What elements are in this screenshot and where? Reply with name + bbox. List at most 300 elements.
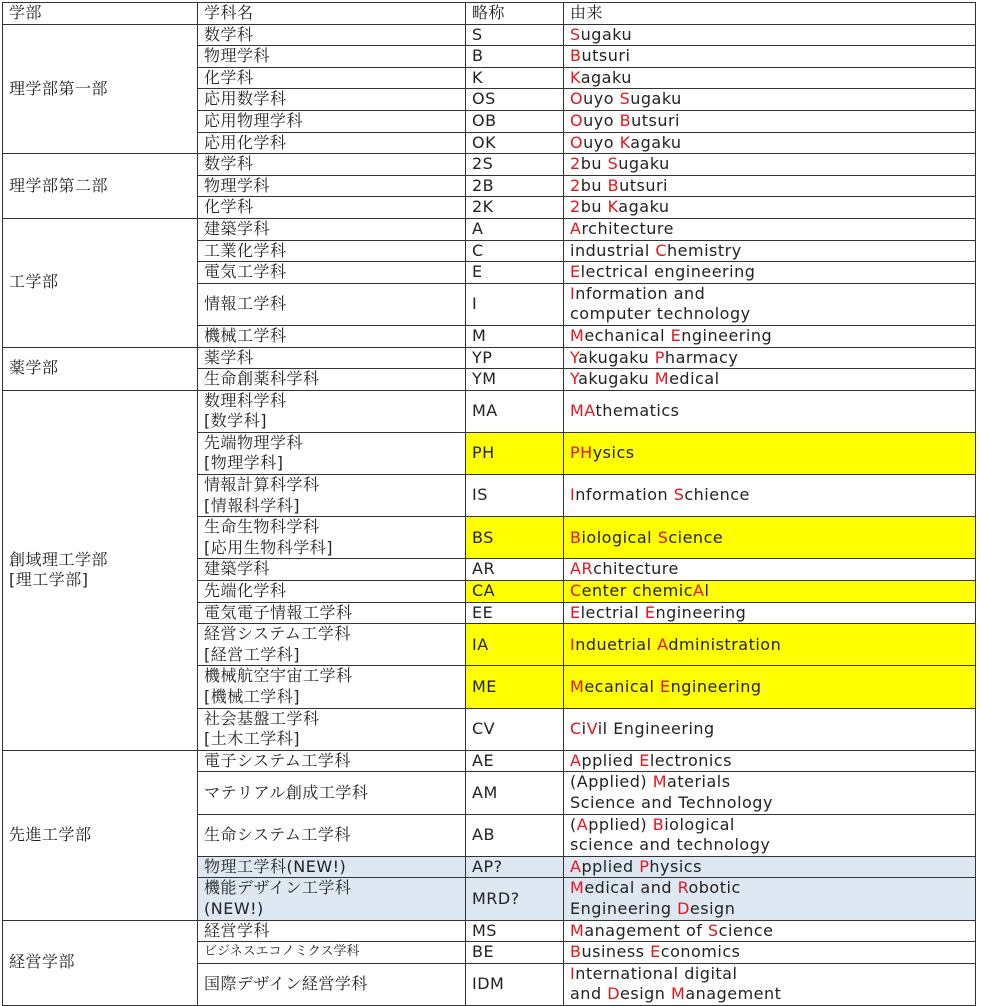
department-cell [198, 602, 466, 624]
department-name: 電気工学科 [204, 262, 287, 282]
department-cell [198, 89, 466, 111]
department-cell [198, 432, 466, 474]
origin-line [570, 528, 969, 549]
department-cell [198, 347, 466, 369]
department-cell [198, 581, 466, 603]
origin-highlight-letter: MA [570, 400, 596, 420]
origin-cell [564, 89, 976, 111]
origin-highlight-letter: E [644, 602, 656, 622]
department-cell [198, 218, 466, 240]
department-cell [198, 283, 466, 325]
origin-text: pplied [581, 750, 640, 770]
abbreviation: OB [472, 110, 497, 130]
faculty-cell [3, 347, 198, 390]
origin-text: ngineering [655, 602, 747, 622]
department-name: (NEW!) [204, 898, 264, 918]
origin-line [570, 241, 969, 262]
abbreviation: B [472, 46, 484, 66]
abbreviation: CV [472, 718, 496, 738]
abbreviation-cell [466, 218, 564, 240]
origin-text: bu [580, 154, 608, 174]
origin-cell [564, 920, 976, 942]
origin-highlight-letter: I [570, 283, 576, 303]
abbreviation-cell [466, 432, 564, 474]
department-name: 数理科学科 [204, 390, 287, 410]
department-cell [198, 175, 466, 197]
origin-text: aterials [667, 772, 731, 792]
origin-text: esign [620, 984, 672, 1004]
origin-cell [564, 942, 976, 964]
department-cell [198, 666, 466, 708]
faculty-abbreviation-table [2, 2, 976, 1006]
department-cell [198, 963, 466, 1005]
origin-text: edical and [584, 878, 678, 898]
abbreviation-cell [466, 132, 564, 154]
department-cell [198, 624, 466, 666]
origin-cell [564, 283, 976, 325]
origin-highlight-letter: S [570, 24, 581, 44]
abbreviation-cell [466, 666, 564, 708]
origin-cell [564, 517, 976, 559]
origin-highlight-letter: A [570, 856, 582, 876]
department-name: [応用生物科学科] [204, 537, 333, 557]
origin-highlight-letter: S [619, 89, 631, 109]
origin-highlight-letter: D [677, 898, 690, 918]
origin-highlight-letter: B [570, 942, 582, 962]
department-name: 生命システム工学科 [204, 824, 351, 844]
abbreviation-cell [466, 878, 564, 920]
origin-line [570, 835, 969, 856]
origin-line [570, 25, 969, 46]
origin-text: and [570, 984, 608, 1004]
origin-text: ugaku [618, 154, 670, 174]
origin-text: akugaku [578, 369, 655, 389]
origin-line [570, 485, 969, 506]
origin-text: nternational digital [575, 963, 738, 983]
origin-highlight-letter: V [586, 718, 598, 738]
origin-highlight-letter: P [654, 347, 665, 367]
abbreviation-cell [466, 67, 564, 89]
abbreviation-cell [466, 283, 564, 325]
origin-text: cience [718, 920, 774, 940]
department-cell [198, 772, 466, 814]
origin-highlight-letter: C [570, 581, 582, 601]
origin-text: iological [581, 527, 658, 547]
department-name: [土木工学科] [204, 729, 300, 749]
origin-line [570, 942, 969, 963]
faculty-name: [理工学部] [9, 570, 89, 590]
origin-highlight-letter: S [657, 527, 669, 547]
origin-cell [564, 110, 976, 132]
abbreviation: 2K [472, 197, 494, 217]
department-name: 社会基盤工学科 [204, 708, 320, 728]
abbreviation: MS [472, 920, 497, 940]
department-name: 国際デザイン経営学科 [204, 974, 368, 994]
department-name: 電気電子情報工学科 [204, 602, 353, 622]
origin-text: uyo [583, 132, 620, 152]
department-name: 生命生物科学科 [204, 517, 320, 537]
origin-text: science and technology [570, 835, 771, 855]
department-cell [198, 240, 466, 262]
origin-text: i [581, 718, 587, 738]
department-cell [198, 920, 466, 942]
abbreviation: OS [472, 89, 496, 109]
origin-line [570, 348, 969, 369]
abbreviation-cell [466, 772, 564, 814]
department-name: 化学科 [204, 67, 254, 87]
header-origin: 由来 [564, 3, 976, 25]
origin-line [570, 984, 969, 1005]
department-name: 先端物理学科 [204, 432, 304, 452]
origin-text: agaku [618, 197, 670, 217]
table-body [3, 24, 976, 1005]
department-name: 建築学科 [204, 218, 271, 238]
origin-highlight-letter: 2 [570, 197, 581, 217]
origin-highlight-letter: M [671, 984, 686, 1004]
department-cell [198, 197, 466, 219]
origin-highlight-letter: A [570, 750, 582, 770]
abbreviation-cell [466, 24, 564, 46]
origin-line [570, 111, 969, 132]
abbreviation: IDM [472, 974, 505, 994]
faculty-name: 理学部第一部 [9, 78, 109, 98]
origin-highlight-letter: K [570, 67, 581, 87]
abbreviation: S [472, 24, 483, 44]
abbreviation-cell [466, 46, 564, 68]
department-cell [198, 475, 466, 517]
department-name: 物理工学科(NEW!) [204, 856, 347, 876]
abbreviation-cell [466, 602, 564, 624]
abbreviation-cell [466, 89, 564, 111]
table-row [3, 390, 976, 432]
origin-text: uyo [583, 110, 620, 130]
origin-cell [564, 475, 976, 517]
origin-text: conomics [660, 942, 741, 962]
header-row [3, 3, 976, 25]
origin-cell [564, 197, 976, 219]
origin-text: computer technology [570, 304, 751, 324]
origin-text: ugaku [580, 24, 633, 44]
faculty-cell [3, 390, 198, 750]
abbreviation: BS [472, 527, 494, 547]
origin-cell [564, 878, 976, 920]
origin-line [570, 921, 969, 942]
department-cell [198, 325, 466, 347]
origin-cell [564, 432, 976, 474]
origin-highlight-letter: C [570, 718, 582, 738]
department-name: 数学科 [204, 24, 254, 44]
origin-text: pplied [581, 856, 640, 876]
abbreviation-cell [466, 581, 564, 603]
department-name: 情報計算科学科 [204, 475, 320, 495]
abbreviation-cell [466, 110, 564, 132]
origin-highlight-letter: B [607, 175, 620, 195]
origin-highlight-letter: A [693, 581, 705, 601]
abbreviation: C [472, 240, 484, 260]
origin-highlight-letter: E [650, 942, 661, 962]
origin-highlight-letter: AR [570, 559, 594, 579]
origin-text: dministration [668, 634, 782, 654]
department-cell [198, 154, 466, 176]
department-name: 情報工学科 [204, 294, 287, 314]
origin-highlight-letter: E [670, 325, 682, 345]
origin-highlight-letter: K [619, 132, 631, 152]
origin-text: utsuri [631, 110, 680, 130]
origin-cell [564, 218, 976, 240]
department-cell [198, 24, 466, 46]
abbreviation-cell [466, 517, 564, 559]
origin-text: pplied) [588, 814, 653, 834]
origin-highlight-letter: S [673, 485, 685, 505]
table-row [3, 347, 976, 369]
origin-text: ysics [592, 443, 635, 463]
origin-line [570, 793, 969, 814]
origin-cell [564, 772, 976, 814]
abbreviation-cell [466, 240, 564, 262]
origin-text: l [704, 581, 710, 601]
department-name: [数学科] [204, 411, 267, 431]
origin-highlight-letter: R [677, 878, 689, 898]
origin-text: industrial [570, 240, 656, 260]
origin-line [570, 559, 969, 580]
origin-cell [564, 46, 976, 68]
origin-line [570, 284, 969, 305]
origin-highlight-letter: O [570, 132, 584, 152]
origin-highlight-letter: A [576, 814, 589, 834]
origin-text: ( [570, 814, 577, 834]
abbreviation: IS [472, 485, 488, 505]
origin-line [570, 603, 969, 624]
faculty-cell [3, 750, 198, 920]
origin-cell [564, 856, 976, 878]
abbreviation: YM [472, 369, 497, 389]
origin-text: nformation [575, 485, 674, 505]
origin-line [570, 878, 969, 899]
origin-highlight-letter: E [570, 602, 581, 622]
origin-text: ngineering [670, 676, 762, 696]
origin-highlight-letter: 2 [570, 154, 581, 174]
abbreviation: AB [472, 824, 495, 844]
table-row [3, 24, 976, 46]
abbreviation: AM [472, 782, 498, 802]
origin-line [570, 326, 969, 347]
origin-text: ugaku [630, 89, 682, 109]
department-name: [経営工学科] [204, 644, 300, 664]
origin-text: enter chemic [581, 581, 694, 601]
origin-text: agaku [630, 132, 682, 152]
department-name: 数学科 [204, 154, 254, 174]
department-name: 応用化学科 [204, 132, 287, 152]
faculty-name: 創域理工学部 [9, 549, 109, 569]
abbreviation: MRD? [472, 888, 520, 908]
faculty-cell [3, 218, 198, 347]
origin-text: nduetrial [575, 634, 658, 654]
faculty-name: 先進工学部 [9, 824, 92, 844]
origin-text: thematics [595, 400, 680, 420]
origin-text: bu [580, 197, 608, 217]
origin-text: rchitecture [581, 218, 674, 238]
origin-text: Science and Technology [570, 792, 773, 812]
department-cell [198, 814, 466, 856]
origin-highlight-letter: I [570, 963, 576, 983]
faculty-cell [3, 154, 198, 219]
origin-highlight-letter: O [570, 89, 584, 109]
department-cell [198, 878, 466, 920]
origin-highlight-letter: M [652, 772, 668, 792]
origin-text: lectrical engineering [580, 262, 756, 282]
faculty-name: 工学部 [9, 272, 59, 292]
faculty-cell [3, 24, 198, 154]
department-cell [198, 369, 466, 391]
abbreviation: E [472, 262, 483, 282]
abbreviation-cell [466, 920, 564, 942]
origin-highlight-letter: E [659, 676, 671, 696]
origin-line [570, 401, 969, 422]
table-row [3, 218, 976, 240]
origin-line [570, 176, 969, 197]
origin-text: (Applied) [570, 772, 653, 792]
abbreviation: A [472, 218, 484, 238]
origin-text: anagement of [584, 920, 708, 940]
origin-text: iological [664, 814, 735, 834]
origin-cell [564, 240, 976, 262]
origin-line [570, 219, 969, 240]
department-cell [198, 110, 466, 132]
department-name: 工業化学科 [204, 240, 287, 260]
abbreviation: OK [472, 132, 497, 152]
abbreviation-cell [466, 325, 564, 347]
abbreviation: AP? [472, 856, 503, 876]
origin-text: usiness [581, 942, 651, 962]
origin-line [570, 772, 969, 793]
origin-text: lectronics [649, 750, 732, 770]
origin-line [570, 899, 969, 920]
abbreviation: MA [472, 400, 498, 420]
abbreviation: AE [472, 750, 495, 770]
department-cell [198, 559, 466, 581]
origin-cell [564, 814, 976, 856]
origin-line [570, 964, 969, 985]
origin-line [570, 197, 969, 218]
origin-highlight-letter: S [708, 920, 719, 940]
abbreviation: K [472, 67, 483, 87]
abbreviation-cell [466, 708, 564, 750]
origin-text: harmacy [664, 347, 739, 367]
origin-text: ecanical [584, 676, 660, 696]
origin-line [570, 369, 969, 390]
origin-highlight-letter: I [570, 485, 576, 505]
origin-cell [564, 602, 976, 624]
origin-highlight-letter: M [654, 369, 670, 389]
department-name: [物理学科] [204, 453, 284, 473]
department-cell [198, 46, 466, 68]
origin-highlight-letter: K [607, 197, 619, 217]
origin-line [570, 133, 969, 154]
department-name: [機械工学科] [204, 687, 300, 706]
abbreviation: PH [472, 443, 495, 463]
origin-text: chience [684, 485, 750, 505]
origin-line [570, 635, 969, 656]
faculty-cell [3, 920, 198, 1005]
origin-highlight-letter: E [639, 750, 650, 770]
department-cell [198, 517, 466, 559]
origin-highlight-letter: B [619, 110, 632, 130]
origin-cell [564, 624, 976, 666]
department-name: ビジネスエコノミクス学科 [204, 944, 360, 960]
origin-highlight-letter: M [570, 920, 585, 940]
origin-cell [564, 24, 976, 46]
origin-text: agaku [580, 67, 632, 87]
origin-text: cience [668, 527, 724, 547]
department-name: 経営学科 [204, 920, 271, 940]
origin-text: edical [669, 369, 720, 389]
origin-line [570, 262, 969, 283]
department-name: [情報科学科] [204, 495, 300, 515]
origin-text: akugaku [578, 347, 655, 367]
origin-highlight-letter: B [570, 46, 582, 66]
origin-cell [564, 262, 976, 284]
origin-cell [564, 369, 976, 391]
origin-text: ngineering [681, 325, 773, 345]
origin-line [570, 719, 969, 740]
origin-cell [564, 708, 976, 750]
abbreviation: 2S [472, 154, 494, 174]
abbreviation-cell [466, 390, 564, 432]
abbreviation-cell [466, 369, 564, 391]
origin-line [570, 581, 969, 602]
department-name: 建築学科 [204, 559, 271, 579]
origin-text: uyo [583, 89, 620, 109]
origin-highlight-letter: M [570, 676, 585, 696]
origin-cell [564, 750, 976, 772]
origin-highlight-letter: I [570, 634, 576, 654]
origin-cell [564, 390, 976, 432]
abbreviation: I [472, 294, 478, 314]
origin-highlight-letter: PH [570, 443, 593, 463]
department-name: 経営システム工学科 [204, 624, 351, 644]
origin-cell [564, 347, 976, 369]
department-name: 応用物理学科 [204, 110, 304, 130]
origin-line [570, 443, 969, 464]
origin-highlight-letter: D [607, 984, 621, 1004]
abbreviation: AR [472, 559, 496, 579]
abbreviation-cell [466, 963, 564, 1005]
origin-line [570, 154, 969, 175]
department-cell [198, 390, 466, 432]
abbreviation: BE [472, 942, 495, 962]
origin-cell [564, 581, 976, 603]
department-name: 先端化学科 [204, 581, 287, 601]
department-name: 機械工学科 [204, 325, 287, 345]
department-cell [198, 67, 466, 89]
department-cell [198, 856, 466, 878]
table-row [3, 750, 976, 772]
origin-text: chitecture [593, 559, 679, 579]
abbreviation-cell [466, 559, 564, 581]
table-row [3, 154, 976, 176]
origin-highlight-letter: B [570, 527, 582, 547]
abbreviation-cell [466, 942, 564, 964]
department-name: 物理学科 [204, 46, 271, 66]
origin-highlight-letter: B [652, 814, 665, 834]
origin-cell [564, 666, 976, 708]
origin-highlight-letter: A [657, 634, 669, 654]
abbreviation: M [472, 325, 487, 345]
origin-highlight-letter: Y [570, 347, 579, 367]
origin-line [570, 304, 969, 325]
origin-highlight-letter: M [570, 878, 585, 898]
origin-highlight-letter: P [639, 856, 650, 876]
